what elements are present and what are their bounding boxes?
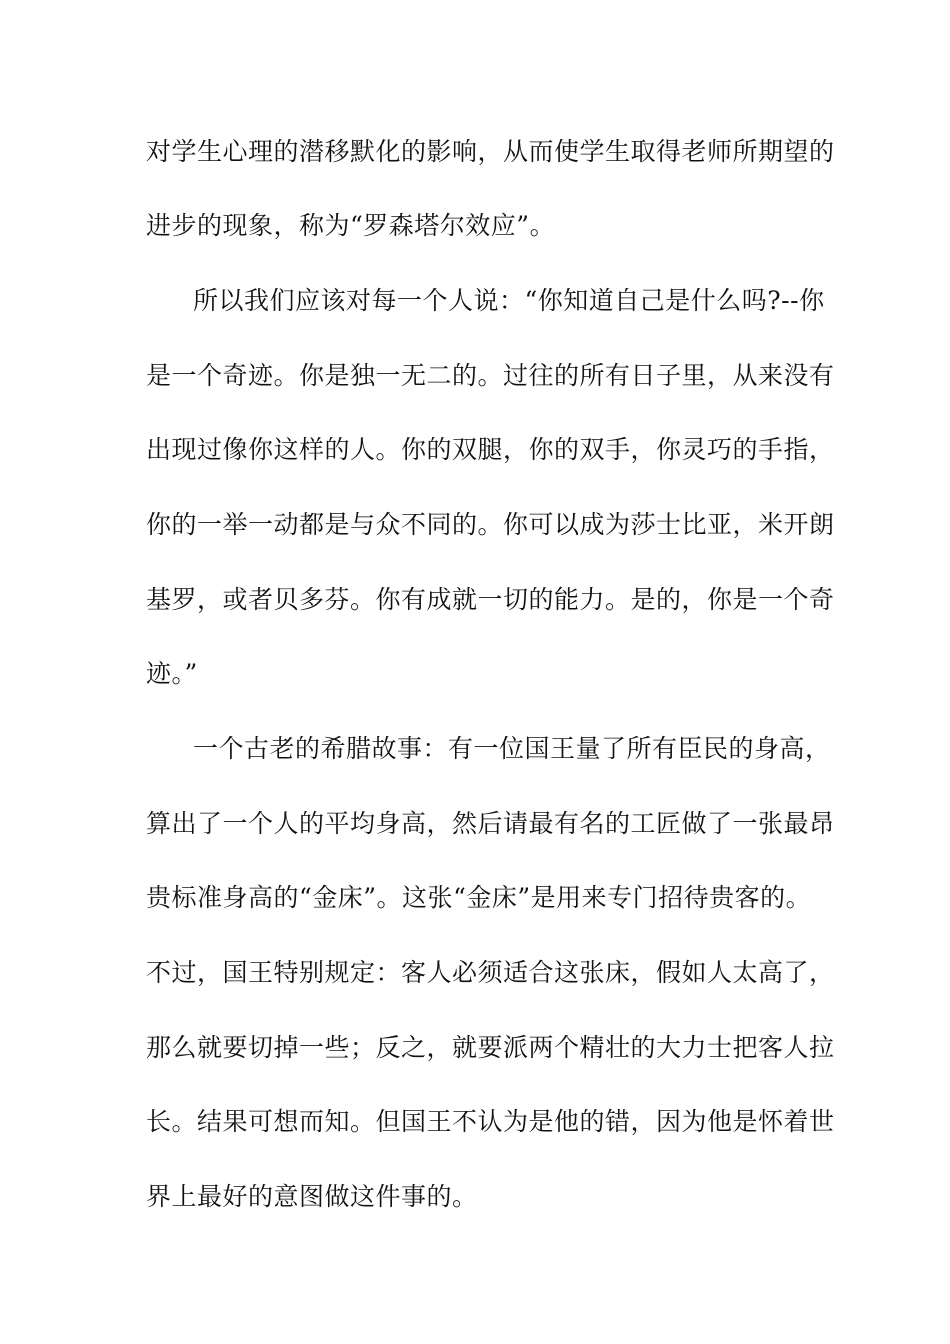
text-line: 是一个奇迹。你是独一无二的。过往的所有日子里，从来没有	[146, 361, 835, 390]
text-line: 界上最好的意图做这件事的。	[146, 1182, 478, 1211]
paragraph-start-line: 所以我们应该对每一个人说：“你知道自己是什么吗?--你	[193, 286, 825, 315]
text-line: 那么就要切掉一些；反之，就要派两个精壮的大力士把客人拉	[146, 1033, 835, 1062]
text-line: 基罗，或者贝多芬。你有成就一切的能力。是的，你是一个奇	[146, 585, 835, 614]
paragraph-start-line: 一个古老的希腊故事：有一位国王量了所有臣民的身高，	[193, 734, 831, 763]
text-line: 不过，国王特别规定：客人必须适合这张床，假如人太高了，	[146, 958, 835, 987]
text-line: 算出了一个人的平均身高，然后请最有名的工匠做了一张最昂	[146, 809, 835, 838]
text-line: 长。结果可想而知。但国王不认为是他的错，因为他是怀着世	[146, 1107, 835, 1136]
text-line: 贵标准身高的“金床”。这张“金床”是用来专门招待贵客的。	[146, 883, 812, 912]
text-line: 出现过像你这样的人。你的双腿，你的双手，你灵巧的手指，	[146, 435, 835, 464]
text-line: 迹。”	[146, 659, 198, 688]
text-line: 对学生心理的潜移默化的影响，从而使学生取得老师所期望的	[146, 137, 835, 166]
text-line: 你的一举一动都是与众不同的。你可以成为莎士比亚，米开朗	[146, 510, 835, 539]
text-line: 进步的现象，称为“罗森塔尔效应”。	[146, 211, 556, 240]
